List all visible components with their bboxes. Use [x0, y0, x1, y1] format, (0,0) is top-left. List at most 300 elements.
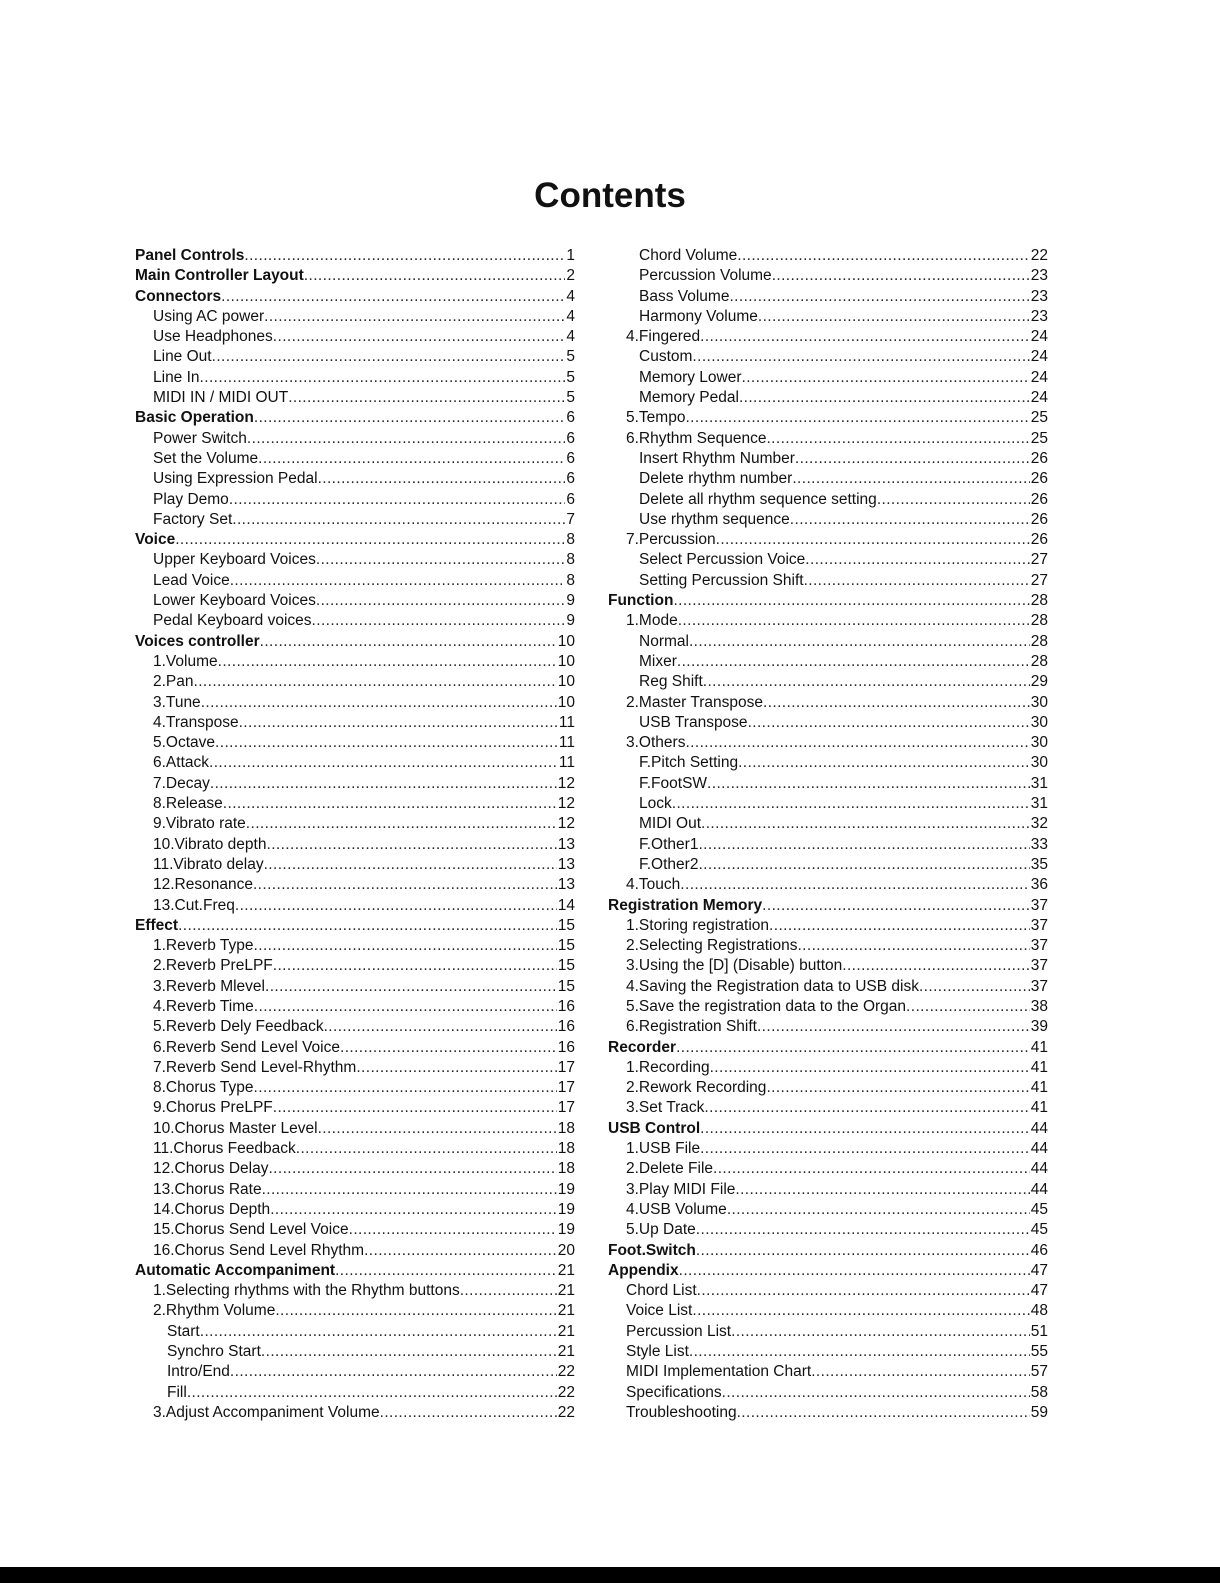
toc-entry-page: 26	[1030, 449, 1048, 467]
toc-entry[interactable]	[135, 753, 575, 773]
toc-entry-page: 25	[1030, 409, 1048, 427]
toc-entry[interactable]	[608, 1098, 1048, 1118]
toc-entry-label: Memory Pedal	[639, 389, 739, 407]
toc-dot-leader	[919, 977, 1030, 997]
toc-entry-page: 10	[557, 632, 575, 650]
toc-entry[interactable]	[135, 408, 575, 428]
toc-dot-leader	[264, 855, 557, 875]
toc-entry-page: 5	[566, 348, 575, 366]
toc-entry-label: 6.Attack	[153, 754, 209, 772]
toc-entry-label: 8.Release	[153, 795, 223, 813]
toc-entry-page: 30	[1030, 754, 1048, 772]
toc-dot-leader	[273, 956, 557, 976]
toc-entry[interactable]	[608, 1038, 1048, 1058]
toc-entry-page: 19	[557, 1180, 575, 1198]
toc-entry-label: 5.Octave	[153, 734, 216, 752]
toc-entry-label: Factory Set	[153, 510, 233, 528]
toc-dot-leader	[772, 266, 1030, 286]
toc-entry[interactable]	[608, 956, 1048, 976]
toc-entry-label: 5.Tempo	[626, 409, 686, 427]
toc-entry-label: Upper Keyboard Voices	[153, 551, 316, 569]
toc-entry-label: 4.Transpose	[153, 713, 239, 731]
toc-entry-page: 51	[1030, 1322, 1048, 1340]
toc-entry-label: USB Control	[608, 1119, 701, 1137]
toc-dot-leader	[797, 936, 1029, 956]
toc-dot-leader	[698, 835, 1029, 855]
toc-entry[interactable]	[135, 1038, 575, 1058]
toc-entry-label: Troubleshooting	[626, 1403, 737, 1421]
toc-entry-label: 3.Using the [D] (Disable) button	[626, 957, 843, 975]
toc-dot-leader	[254, 1078, 557, 1098]
toc-entry-page: 22	[557, 1383, 575, 1401]
toc-dot-leader	[762, 896, 1030, 916]
toc-dot-leader	[288, 388, 565, 408]
toc-entry[interactable]	[608, 733, 1048, 753]
toc-dot-leader	[258, 449, 565, 469]
toc-entry[interactable]	[608, 347, 1048, 367]
toc-entry[interactable]	[135, 1180, 575, 1200]
toc-entry-page: 5	[566, 389, 575, 407]
toc-dot-leader	[748, 713, 1030, 733]
toc-dot-leader	[201, 693, 557, 713]
toc-entry[interactable]	[135, 246, 575, 266]
toc-dot-leader	[244, 246, 565, 266]
toc-entry[interactable]	[135, 347, 575, 367]
toc-entry-page: 57	[1030, 1363, 1048, 1381]
toc-dot-leader	[795, 449, 1030, 469]
toc-entry-page: 41	[1030, 1079, 1048, 1097]
toc-entry[interactable]	[135, 1322, 575, 1342]
toc-entry-page: 47	[1030, 1261, 1048, 1279]
toc-entry-page: 12	[557, 815, 575, 833]
toc-entry-label: Intro/End	[167, 1363, 230, 1381]
toc-entry-label: Chord Volume	[639, 247, 738, 264]
toc-entry-page: 22	[1030, 247, 1048, 264]
toc-entry[interactable]	[135, 1139, 575, 1159]
toc-entry[interactable]	[135, 266, 575, 286]
toc-dot-leader	[727, 1200, 1030, 1220]
toc-entry-label: 4.Fingered	[626, 328, 701, 346]
toc-dot-leader	[700, 1119, 1030, 1139]
toc-dot-leader	[703, 672, 1030, 692]
toc-dot-leader	[175, 530, 565, 550]
toc-entry[interactable]	[608, 835, 1048, 855]
toc-entry-label: Bass Volume	[639, 287, 730, 305]
toc-entry-page: 37	[1030, 937, 1048, 955]
toc-dot-leader	[178, 916, 557, 936]
toc-entry-page: 29	[1030, 673, 1048, 691]
toc-entry-page: 44	[1030, 1140, 1048, 1158]
toc-entry-label: 2.Reverb PreLPF	[153, 957, 273, 975]
toc-entry[interactable]	[135, 1058, 575, 1078]
toc-entry[interactable]	[608, 1220, 1048, 1240]
toc-dot-leader	[218, 652, 557, 672]
toc-entry-page: 44	[1030, 1180, 1048, 1198]
toc-entry[interactable]	[608, 368, 1048, 388]
toc-entry[interactable]	[135, 571, 575, 591]
toc-entry-label: 2.Selecting Registrations	[626, 937, 798, 955]
toc-entry-page: 26	[1030, 531, 1048, 549]
toc-entry[interactable]	[608, 287, 1048, 307]
toc-dot-leader	[704, 1098, 1029, 1118]
toc-entry-page: 22	[557, 1403, 575, 1421]
toc-dot-leader	[270, 1200, 557, 1220]
toc-entry[interactable]	[135, 469, 575, 489]
toc-entry[interactable]	[135, 794, 575, 814]
toc-right-column	[608, 246, 1048, 1423]
toc-dot-leader	[296, 1139, 557, 1159]
toc-dot-leader	[194, 672, 557, 692]
toc-entry-label: Function	[608, 592, 674, 610]
toc-dot-leader	[707, 774, 1030, 794]
toc-entry-label: 5.Up Date	[626, 1221, 696, 1239]
toc-entry-label: Synchro Start	[167, 1343, 261, 1361]
toc-entry[interactable]	[135, 936, 575, 956]
toc-dot-leader	[356, 1058, 556, 1078]
toc-entry[interactable]	[135, 1403, 575, 1423]
toc-entry-label: 10.Vibrato depth	[153, 835, 267, 853]
toc-entry[interactable]	[608, 632, 1048, 652]
toc-dot-leader	[254, 936, 557, 956]
toc-entry[interactable]	[608, 1200, 1048, 1220]
toc-entry[interactable]	[608, 672, 1048, 692]
toc-entry-page: 37	[1030, 957, 1048, 975]
toc-entry[interactable]	[608, 652, 1048, 672]
toc-entry-label: Setting Percussion Shift	[639, 571, 804, 589]
toc-entry[interactable]	[608, 510, 1048, 530]
toc-entry[interactable]	[608, 246, 1048, 266]
toc-entry[interactable]	[135, 490, 575, 510]
toc-entry[interactable]	[608, 1362, 1048, 1382]
toc-dot-leader	[380, 1403, 557, 1423]
toc-dot-leader	[692, 347, 1029, 367]
toc-entry[interactable]	[608, 1241, 1048, 1261]
toc-entry[interactable]	[135, 1200, 575, 1220]
toc-entry[interactable]	[135, 875, 575, 895]
toc-dot-leader	[689, 1342, 1030, 1362]
toc-entry[interactable]	[608, 1261, 1048, 1281]
toc-entry-label: 13.Cut.Freq	[153, 896, 235, 914]
toc-entry-label: Appendix	[608, 1261, 679, 1279]
toc-entry[interactable]	[135, 693, 575, 713]
toc-entry[interactable]	[608, 327, 1048, 347]
toc-entry[interactable]	[135, 672, 575, 692]
toc-dot-leader	[273, 327, 566, 347]
toc-entry-page: 37	[1030, 916, 1048, 934]
toc-entry-label: 2.Pan	[153, 673, 194, 691]
toc-dot-leader	[696, 1220, 1030, 1240]
toc-entry-page: 13	[557, 855, 575, 873]
toc-entry[interactable]	[608, 693, 1048, 713]
toc-entry-page: 4	[566, 307, 575, 325]
toc-entry-page: 23	[1030, 267, 1048, 285]
toc-entry-page: 18	[557, 1160, 575, 1178]
toc-dot-leader	[678, 611, 1030, 631]
toc-entry-label: Play Demo	[153, 490, 229, 508]
toc-entry[interactable]	[608, 429, 1048, 449]
toc-entry-page: 26	[1030, 490, 1048, 508]
toc-entry[interactable]	[135, 916, 575, 936]
toc-entry-label: Set the Volume	[153, 449, 259, 467]
toc-entry-page: 48	[1030, 1302, 1048, 1320]
toc-entry[interactable]	[135, 713, 575, 733]
toc-entry[interactable]	[135, 814, 575, 834]
toc-entry[interactable]	[608, 591, 1048, 611]
toc-entry[interactable]	[608, 855, 1048, 875]
toc-dot-leader	[239, 713, 558, 733]
toc-entry[interactable]	[608, 794, 1048, 814]
toc-entry-page: 1	[566, 247, 575, 264]
toc-entry-page: 31	[1030, 774, 1048, 792]
toc-entry[interactable]	[608, 408, 1048, 428]
toc-entry[interactable]	[608, 266, 1048, 286]
toc-entry-label: 6.Reverb Send Level Voice	[153, 1038, 340, 1056]
toc-dot-leader	[247, 429, 565, 449]
toc-entry[interactable]	[135, 449, 575, 469]
toc-entry-page: 15	[557, 977, 575, 995]
toc-entry[interactable]	[135, 977, 575, 997]
toc-entry[interactable]	[135, 1241, 575, 1261]
toc-dot-leader	[737, 1403, 1030, 1423]
toc-entry-page: 19	[557, 1221, 575, 1239]
toc-entry-label: F.Other2	[639, 855, 699, 873]
toc-entry-label: Lead Voice	[153, 571, 230, 589]
toc-entry[interactable]	[135, 1281, 575, 1301]
toc-entry[interactable]	[135, 1220, 575, 1240]
toc-entry-page: 46	[1030, 1241, 1048, 1259]
toc-entry-page: 8	[566, 531, 575, 549]
toc-entry[interactable]	[135, 1362, 575, 1382]
toc-entry[interactable]	[608, 1281, 1048, 1301]
toc-entry-label: 12.Chorus Delay	[153, 1160, 269, 1178]
toc-dot-leader	[769, 916, 1030, 936]
toc-entry[interactable]	[608, 1139, 1048, 1159]
toc-entry-label: 6.Registration Shift	[626, 1018, 757, 1036]
toc-entry-label: Using AC power	[153, 307, 265, 325]
toc-dot-leader	[731, 1322, 1030, 1342]
toc-entry[interactable]	[608, 1159, 1048, 1179]
toc-entry[interactable]	[135, 835, 575, 855]
toc-entry[interactable]	[608, 997, 1048, 1017]
toc-entry-label: 4.Reverb Time	[153, 997, 254, 1015]
toc-entry-label: 5.Save the registration data to the Organ	[626, 997, 907, 1015]
toc-entry-label: Percussion Volume	[639, 267, 772, 285]
toc-entry[interactable]	[135, 896, 575, 916]
toc-entry-label: 1.Reverb Type	[153, 937, 254, 955]
toc-entry[interactable]	[608, 875, 1048, 895]
toc-entry-page: 21	[557, 1322, 575, 1340]
toc-entry[interactable]	[608, 1322, 1048, 1342]
toc-dot-leader	[209, 753, 558, 773]
toc-entry[interactable]	[135, 855, 575, 875]
toc-entry-page: 26	[1030, 510, 1048, 528]
toc-entry[interactable]	[135, 1301, 575, 1321]
toc-entry[interactable]	[135, 591, 575, 611]
toc-entry-page: 25	[1030, 429, 1048, 447]
toc-dot-leader	[254, 997, 557, 1017]
toc-entry-page: 7	[566, 510, 575, 528]
toc-entry-page: 18	[557, 1140, 575, 1158]
toc-entry-page: 11	[558, 713, 575, 731]
toc-entry[interactable]	[135, 429, 575, 449]
toc-dot-leader	[729, 287, 1029, 307]
toc-entry[interactable]	[135, 1159, 575, 1179]
toc-entry[interactable]	[608, 611, 1048, 631]
toc-dot-leader	[215, 733, 558, 753]
toc-entry[interactable]	[135, 550, 575, 570]
toc-entry[interactable]	[608, 1383, 1048, 1403]
toc-entry-label: 5.Reverb Dely Feedback	[153, 1018, 324, 1036]
toc-dot-leader	[742, 368, 1030, 388]
toc-entry[interactable]	[608, 713, 1048, 733]
toc-entry[interactable]	[135, 368, 575, 388]
toc-dot-leader	[700, 1139, 1030, 1159]
toc-entry-label: Chord List	[626, 1282, 697, 1300]
toc-entry[interactable]	[608, 469, 1048, 489]
toc-entry[interactable]	[608, 449, 1048, 469]
toc-entry[interactable]	[135, 510, 575, 530]
toc-entry-page: 16	[557, 1038, 575, 1056]
toc-dot-leader	[235, 896, 557, 916]
toc-entry[interactable]	[135, 1119, 575, 1139]
toc-entry-label: Foot.Switch	[608, 1241, 696, 1259]
toc-entry[interactable]	[135, 388, 575, 408]
toc-entry-page: 14	[557, 896, 575, 914]
toc-dot-leader	[672, 794, 1030, 814]
toc-entry-page: 27	[1030, 571, 1048, 589]
toc-entry[interactable]	[135, 611, 575, 631]
toc-entry-page: 18	[557, 1119, 575, 1137]
toc-entry-label: 10.Chorus Master Level	[153, 1119, 318, 1137]
toc-entry-page: 16	[557, 1018, 575, 1036]
toc-entry[interactable]	[608, 1017, 1048, 1037]
toc-dot-leader	[811, 1362, 1030, 1382]
toc-entry-page: 11	[558, 734, 575, 752]
toc-entry-page: 59	[1030, 1403, 1048, 1421]
toc-entry-page: 24	[1030, 328, 1048, 346]
toc-entry-page: 13	[557, 835, 575, 853]
toc-entry-label: Delete rhythm number	[639, 470, 793, 488]
toc-entry-label: Registration Memory	[608, 896, 763, 914]
toc-entry[interactable]	[608, 753, 1048, 773]
toc-entry-label: Lock	[639, 795, 672, 813]
toc-dot-leader	[254, 408, 566, 428]
toc-entry[interactable]	[608, 550, 1048, 570]
toc-entry-page: 36	[1030, 876, 1048, 894]
toc-entry-label: 7.Percussion	[626, 531, 716, 549]
toc-entry-label: 11.Vibrato delay	[153, 855, 264, 873]
toc-entry[interactable]	[135, 1078, 575, 1098]
toc-entry[interactable]	[608, 1180, 1048, 1200]
toc-entry[interactable]	[135, 774, 575, 794]
toc-entry-label: Line Out	[153, 348, 212, 366]
toc-entry[interactable]	[608, 814, 1048, 834]
toc-entry-page: 30	[1030, 693, 1048, 711]
toc-entry[interactable]	[608, 490, 1048, 510]
toc-entry-label: Effect	[135, 916, 179, 934]
toc-entry[interactable]	[135, 1261, 575, 1281]
toc-entry-page: 28	[1030, 632, 1048, 650]
toc-entry[interactable]	[135, 307, 575, 327]
toc-entry[interactable]	[608, 307, 1048, 327]
toc-entry-page: 17	[557, 1099, 575, 1117]
toc-entry[interactable]	[608, 1342, 1048, 1362]
toc-dot-leader	[200, 368, 566, 388]
toc-entry-page: 10	[557, 652, 575, 670]
toc-dot-leader	[268, 1159, 556, 1179]
toc-entry[interactable]	[608, 530, 1048, 550]
toc-dot-leader	[877, 490, 1030, 510]
toc-dot-leader	[710, 1058, 1030, 1078]
toc-entry[interactable]	[135, 530, 575, 550]
toc-entry-page: 21	[557, 1282, 575, 1300]
toc-entry-label: 3.Adjust Accompaniment Volume	[153, 1403, 380, 1421]
toc-entry[interactable]	[608, 1058, 1048, 1078]
toc-entry[interactable]	[135, 997, 575, 1017]
toc-entry-page: 35	[1030, 855, 1048, 873]
toc-entry[interactable]	[608, 774, 1048, 794]
toc-dot-leader	[676, 1038, 1030, 1058]
toc-entry-page: 19	[557, 1200, 575, 1218]
toc-entry[interactable]	[608, 571, 1048, 591]
toc-entry[interactable]	[135, 733, 575, 753]
toc-entry-label: F.Pitch Setting	[639, 754, 739, 772]
toc-entry[interactable]	[135, 1383, 575, 1403]
toc-dot-leader	[460, 1281, 557, 1301]
toc-dot-leader	[340, 1038, 557, 1058]
toc-entry[interactable]	[608, 977, 1048, 997]
toc-entry-label: Fill	[167, 1383, 187, 1401]
toc-dot-leader	[253, 875, 557, 895]
toc-dot-leader	[722, 1383, 1030, 1403]
toc-entry-label: 2.Master Transpose	[626, 693, 763, 711]
toc-entry[interactable]	[608, 1119, 1048, 1139]
toc-dot-leader	[246, 814, 557, 834]
toc-entry-label: 3.Tune	[153, 693, 201, 711]
toc-entry[interactable]	[608, 916, 1048, 936]
toc-entry-label: 1.USB File	[626, 1140, 701, 1158]
toc-entry-page: 41	[1030, 1038, 1048, 1056]
toc-entry[interactable]	[608, 1078, 1048, 1098]
toc-entry[interactable]	[608, 1403, 1048, 1423]
toc-entry[interactable]	[135, 1017, 575, 1037]
toc-entry[interactable]	[608, 936, 1048, 956]
toc-entry[interactable]	[135, 632, 575, 652]
toc-entry[interactable]	[608, 896, 1048, 916]
toc-entry-label: MIDI Implementation Chart	[626, 1363, 812, 1381]
toc-entry-label: MIDI Out	[639, 815, 702, 833]
toc-entry-page: 23	[1030, 287, 1048, 305]
toc-entry-page: 15	[557, 957, 575, 975]
toc-entry-label: Pedal Keyboard voices	[153, 612, 312, 630]
toc-entry-page: 41	[1030, 1058, 1048, 1076]
toc-entry[interactable]	[135, 287, 575, 307]
toc-entry-label: Percussion List	[626, 1322, 732, 1340]
toc-entry[interactable]	[608, 1301, 1048, 1321]
toc-entry[interactable]	[135, 652, 575, 672]
toc-dot-leader	[677, 652, 1030, 672]
toc-entry[interactable]	[135, 956, 575, 976]
toc-entry[interactable]	[135, 1098, 575, 1118]
toc-entry[interactable]	[135, 327, 575, 347]
toc-entry[interactable]	[135, 1342, 575, 1362]
toc-entry-label: 8.Chorus Type	[153, 1079, 254, 1097]
toc-entry-page: 20	[557, 1241, 575, 1259]
toc-entry-label: 15.Chorus Send Level Voice	[153, 1221, 349, 1239]
toc-left-column	[135, 246, 575, 1423]
toc-entry-page: 4	[566, 287, 575, 305]
toc-entry[interactable]	[608, 388, 1048, 408]
